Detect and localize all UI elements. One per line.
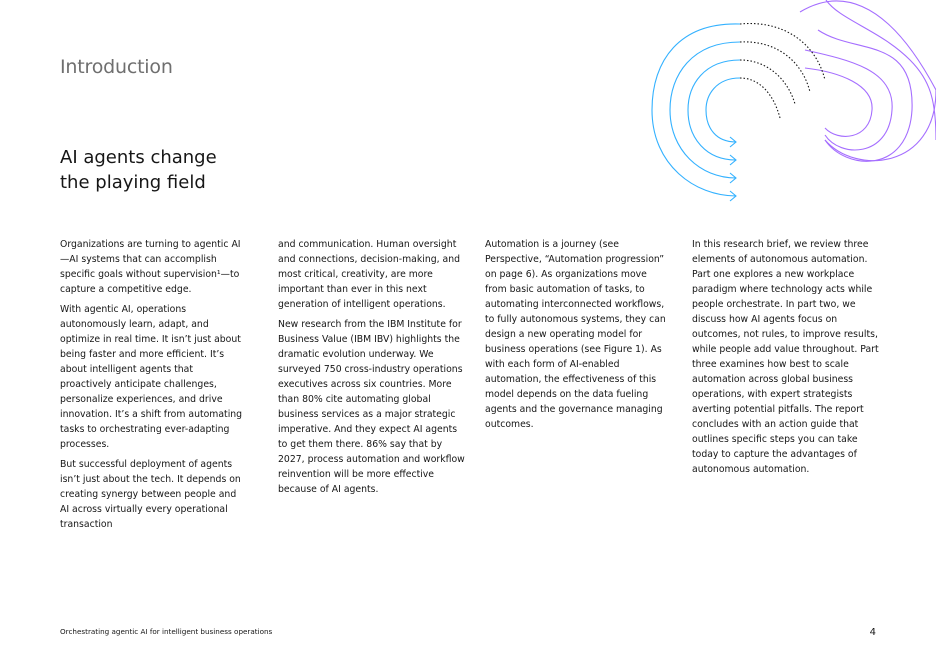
text-column-2 xyxy=(278,237,468,502)
purple-top-curve xyxy=(826,0,936,140)
blue-arc-4 xyxy=(706,78,740,142)
paragraph: New research from the IBM Institute for Business Value (IBM IBV) highlights the dramatic evolution underway. We surveyed 750 cross-industry operations executives across six countries. More than 80% cite automating global business services as a major strategic imperative. And they expect AI agents to get them there. 86% say that by 2027, process automation and workflow reinvention will be more effective because of AI agents. xyxy=(278,319,465,495)
text-column-3 xyxy=(485,237,671,437)
paragraph: and communication. Human oversight and connections, decision-making, and most critical, creativity, are more important than ever in this next generation of intelligent operations. xyxy=(278,239,461,310)
page-number: 4 xyxy=(869,627,876,638)
headline-line-1: AI agents change xyxy=(60,147,217,168)
blue-arc-2 xyxy=(670,42,740,178)
headline-line-2: the playing field xyxy=(60,172,206,193)
dotted-arc-4 xyxy=(740,78,780,118)
dotted-arc-1 xyxy=(740,23,825,80)
paragraph: In this research brief, we review three elements of autonomous automation. Part one explores a new workplace paradigm where technology acts while people orchestrate. In part two, we discuss how AI agents focus on outcomes, not rules, to improve results, while people add value throughout. Part three examines how best to scale automation across global business operations, with expert strategists averting potential pitfalls. The report concludes with an action guide that outlines specific steps you can take today to capture the advantages of autonomous automation. xyxy=(692,239,879,475)
purple-arc-4 xyxy=(805,68,872,136)
purple-arc-1 xyxy=(800,1,936,161)
dotted-arc-2 xyxy=(740,42,810,92)
page-headline xyxy=(60,145,320,195)
concentric-arcs-illustration xyxy=(640,0,936,215)
text-column-4 xyxy=(692,237,884,482)
dotted-arc-3 xyxy=(740,60,795,104)
footer-document-title: Orchestrating agentic AI for intelligent business operations xyxy=(60,627,273,636)
text-column-1 xyxy=(60,237,246,537)
paragraph: Automation is a journey (see Perspective, “Automation progression” on page 6). As organizations move from basic automation of tasks, to automating interconnected workflows, to fully autonomous systems, they can design a new operating model for business operations (see Figure 1). As with each form of AI-enabled automation, the effectiveness of this model depends on the data fueling agents and the governance managing outcomes. xyxy=(485,239,666,430)
purple-arc-3 xyxy=(805,50,892,150)
paragraph: With agentic AI, operations autonomously learn, adapt, and optimize in real time. It isn’t just about being faster and more efficient. It’s about intelligent agents that proactively anticipate challenges, personalize experiences, and drive innovation. It’s a shift from automating tasks to orchestrating ever-adapting processes. xyxy=(60,304,243,450)
blue-arc-1 xyxy=(652,24,740,196)
section-title: Introduction xyxy=(60,56,173,78)
paragraph: Organizations are turning to agentic AI—AI systems that can accomplish specific goals without supervision¹—to capture a competitive edge. xyxy=(60,239,241,295)
paragraph: But successful deployment of agents isn’t just about the tech. It depends on creating synergy between people and AI across virtually every operational transaction xyxy=(60,459,241,530)
